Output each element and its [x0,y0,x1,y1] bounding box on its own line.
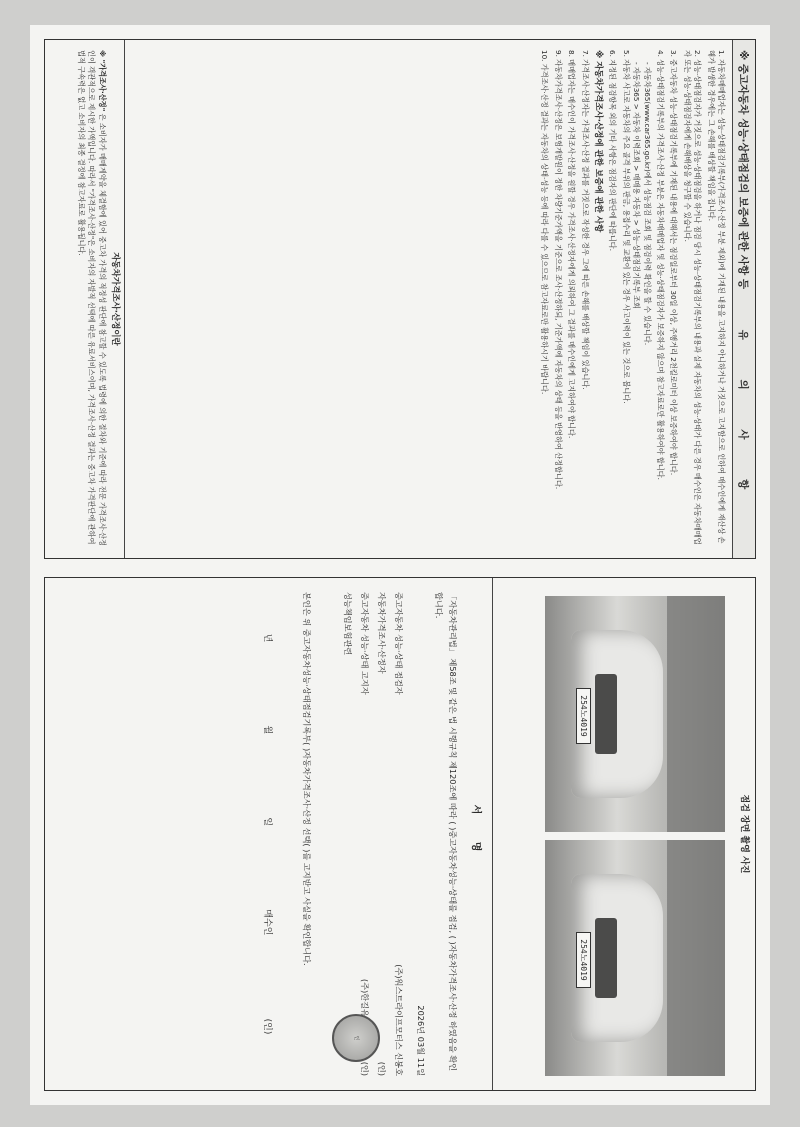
note-item: 4. 성능·상태점검기록부의 가격조사·산정 부분은 자동차매매업자 및 성능·상태점검자가 보증하지 않으며 참고자료로만 활용하여야 합니다. [655,50,665,480]
car-grille [595,674,617,754]
signature-panel [44,577,756,1091]
price-survey-title: 자동차가격조사·산정이란 [110,252,120,346]
signer-role: 중고자동차 성능·상태 고지자 [360,592,370,695]
banner-left-title: ※ 중고자동차 성능·상태점검의 보증에 관한 사항 등 [737,50,750,289]
inspection-date: 2026년 03월 11일 [416,1005,426,1076]
notice-banner [732,40,755,558]
price-survey-label: ※ "가격조사·산정" [97,50,107,112]
document-sheet [30,25,770,1105]
signature-title: 서 명 [470,804,481,864]
signature-section [44,578,492,1090]
signer-role: 성능책임보험관련 [343,592,353,656]
note-item: 1. 자동차매매업자는 성능·상태점검기록부(가격조사·산정 부분 제외)에 기재된 내용을 고지하지 아니하거나 거짓으로 고지함으로 인하여 매수인에게 재산상 손해가 발생한 경우에는 그 손해를 배상할 책임을 집니다. [706,50,726,544]
note-item: 7. 가격조사·산정자는 가격조사·산정 결과를 거짓으로 작성한 경우 그에 따른 손해를 배상할 책임이 있습니다. [580,50,590,390]
price-survey-text: 은 소비자가 매매계약을 체결함에 있어 중고차 가격의 적정성 판단에 참고할 수 있도록 법령에 의한 절차와 기준에 따라 전문 가격조사·산정인이 객관적으로 제시한 가액입니다. 따라서 "가격조사·산정"은 소비자의 자발적 선택에 따른 유료서비스이며, 가격조사·산정 결과는 중고차 가격판단에 관하여 법적 구속력은 없고 소비자의 최종 결정에 참고자료로 활용됩니다. [76,50,107,546]
signer-name: (주)워스트라이프모터스 신봉호 [394,964,404,1076]
photo-section [492,578,755,1090]
rotated-document [30,25,770,1105]
signer-name: (인) [377,1061,387,1076]
buyer-confirmation: 본인은 위 중고자동차성능·상태점검기록부( )자동차가격조사·산정 선택( )를 고지받고 사실을 확인합니다. [302,592,312,966]
car-grille [595,918,617,998]
year-label: 년 [262,633,272,643]
background-trees [667,596,725,832]
price-survey-box [45,40,125,558]
signer-row [341,592,355,1076]
note-item: 9. 자동차가격조사·산정은 보험개발원이 정한 차량기준가액을 기준으로 조사·산정하되, 기준가액에 자동차의 상태 등을 반영하여 산정합니다. [553,50,563,490]
sub-note: - 자동차365(www.car365.go.kr)에서 성능점검 조회 및 점검이력 확인을 할 수 있습니다. [642,62,652,346]
buyer-signature-line [260,592,274,1076]
day-label: 일 [262,817,272,827]
notice-panel [44,39,756,559]
signer-row [392,592,406,1076]
license-plate: 254노4019 [576,688,591,744]
note-item: 6. 지정된 점검항목 외의 기타 사항은 점검자의 판단에 따릅니다. [608,50,618,252]
signature-statement: 「자동차관리법」 제58조 및 같은 법 시행규칙 제120조에 따라 ( )중고자동차성능·상태를 점검, ( )자동차가격조사·산정 하였음을 확인합니다. [434,592,458,1072]
note-item: 2. 성능·상태점검자가 거짓으로 성능·상태점검을 하거나 점검 당시 성능·상태점검기록부의 내용과 실제 자동차의 성능·상태가 다른 경우 매수인은 자동차매매업자 또는 성능·상태점검자에게 손해배상을 청구할 수 있습니다. [682,50,703,545]
signer-role: 중고자동차 성능·상태 점검자 [394,592,404,695]
inspection-photo-front-wide [545,840,725,1076]
buyer-label: 매수인 [262,909,272,936]
sub-note: - 자동차365 > 자동차 이력조회 > 매매용 자동차 > 성능·상태점검기록부 조회 [632,62,642,309]
notice-notes [539,40,732,558]
section-title: ※ 자동차가격조사·산정에 관한 보증에 관한 사항 [592,50,603,233]
company-seal-icon: 인 [332,1014,380,1062]
banner-center-title: 유 의 사 항 [737,329,750,508]
note-item: 3. 중고자동차 성능·상태점검기록부에 기재된 내용에 대해서는 점검일로부터 30일 이상, 주행거리 2천킬로미터 이상 보증하여야 합니다. [669,50,679,476]
signer-row [375,592,389,1076]
seal-mark: (인) [262,1018,272,1035]
signer-row [358,592,372,1076]
note-item: 10. 가격조사·산정 결과는 자동차의 상태·성능 등에 따라 다를 수 있으므로 참고자료로만 활용하시기 바랍니다. [540,50,550,395]
photo-caption: 점검 장면 촬영 사진 [739,794,749,874]
spacer [324,592,338,1076]
note-item: 8. 매매업자는 매수인이 가격조사·산정을 원할 경우 가격조사·산정자에게 의뢰하여 그 결과를 매수인에게 고지하여야 합니다. [567,50,577,439]
inspection-photo-front-close [545,596,725,832]
background-building [667,840,725,1076]
note-item: 5. 자동차 사고로 자동차의 주요 골격 부위의 판금, 용접수리 및 교환이 있는 경우 사고이력이 있는 것으로 봅니다. [621,50,631,404]
license-plate: 254노4019 [576,932,591,988]
month-label: 월 [262,725,272,735]
signer-role: 자동차가격조사·산정자 [377,592,387,674]
